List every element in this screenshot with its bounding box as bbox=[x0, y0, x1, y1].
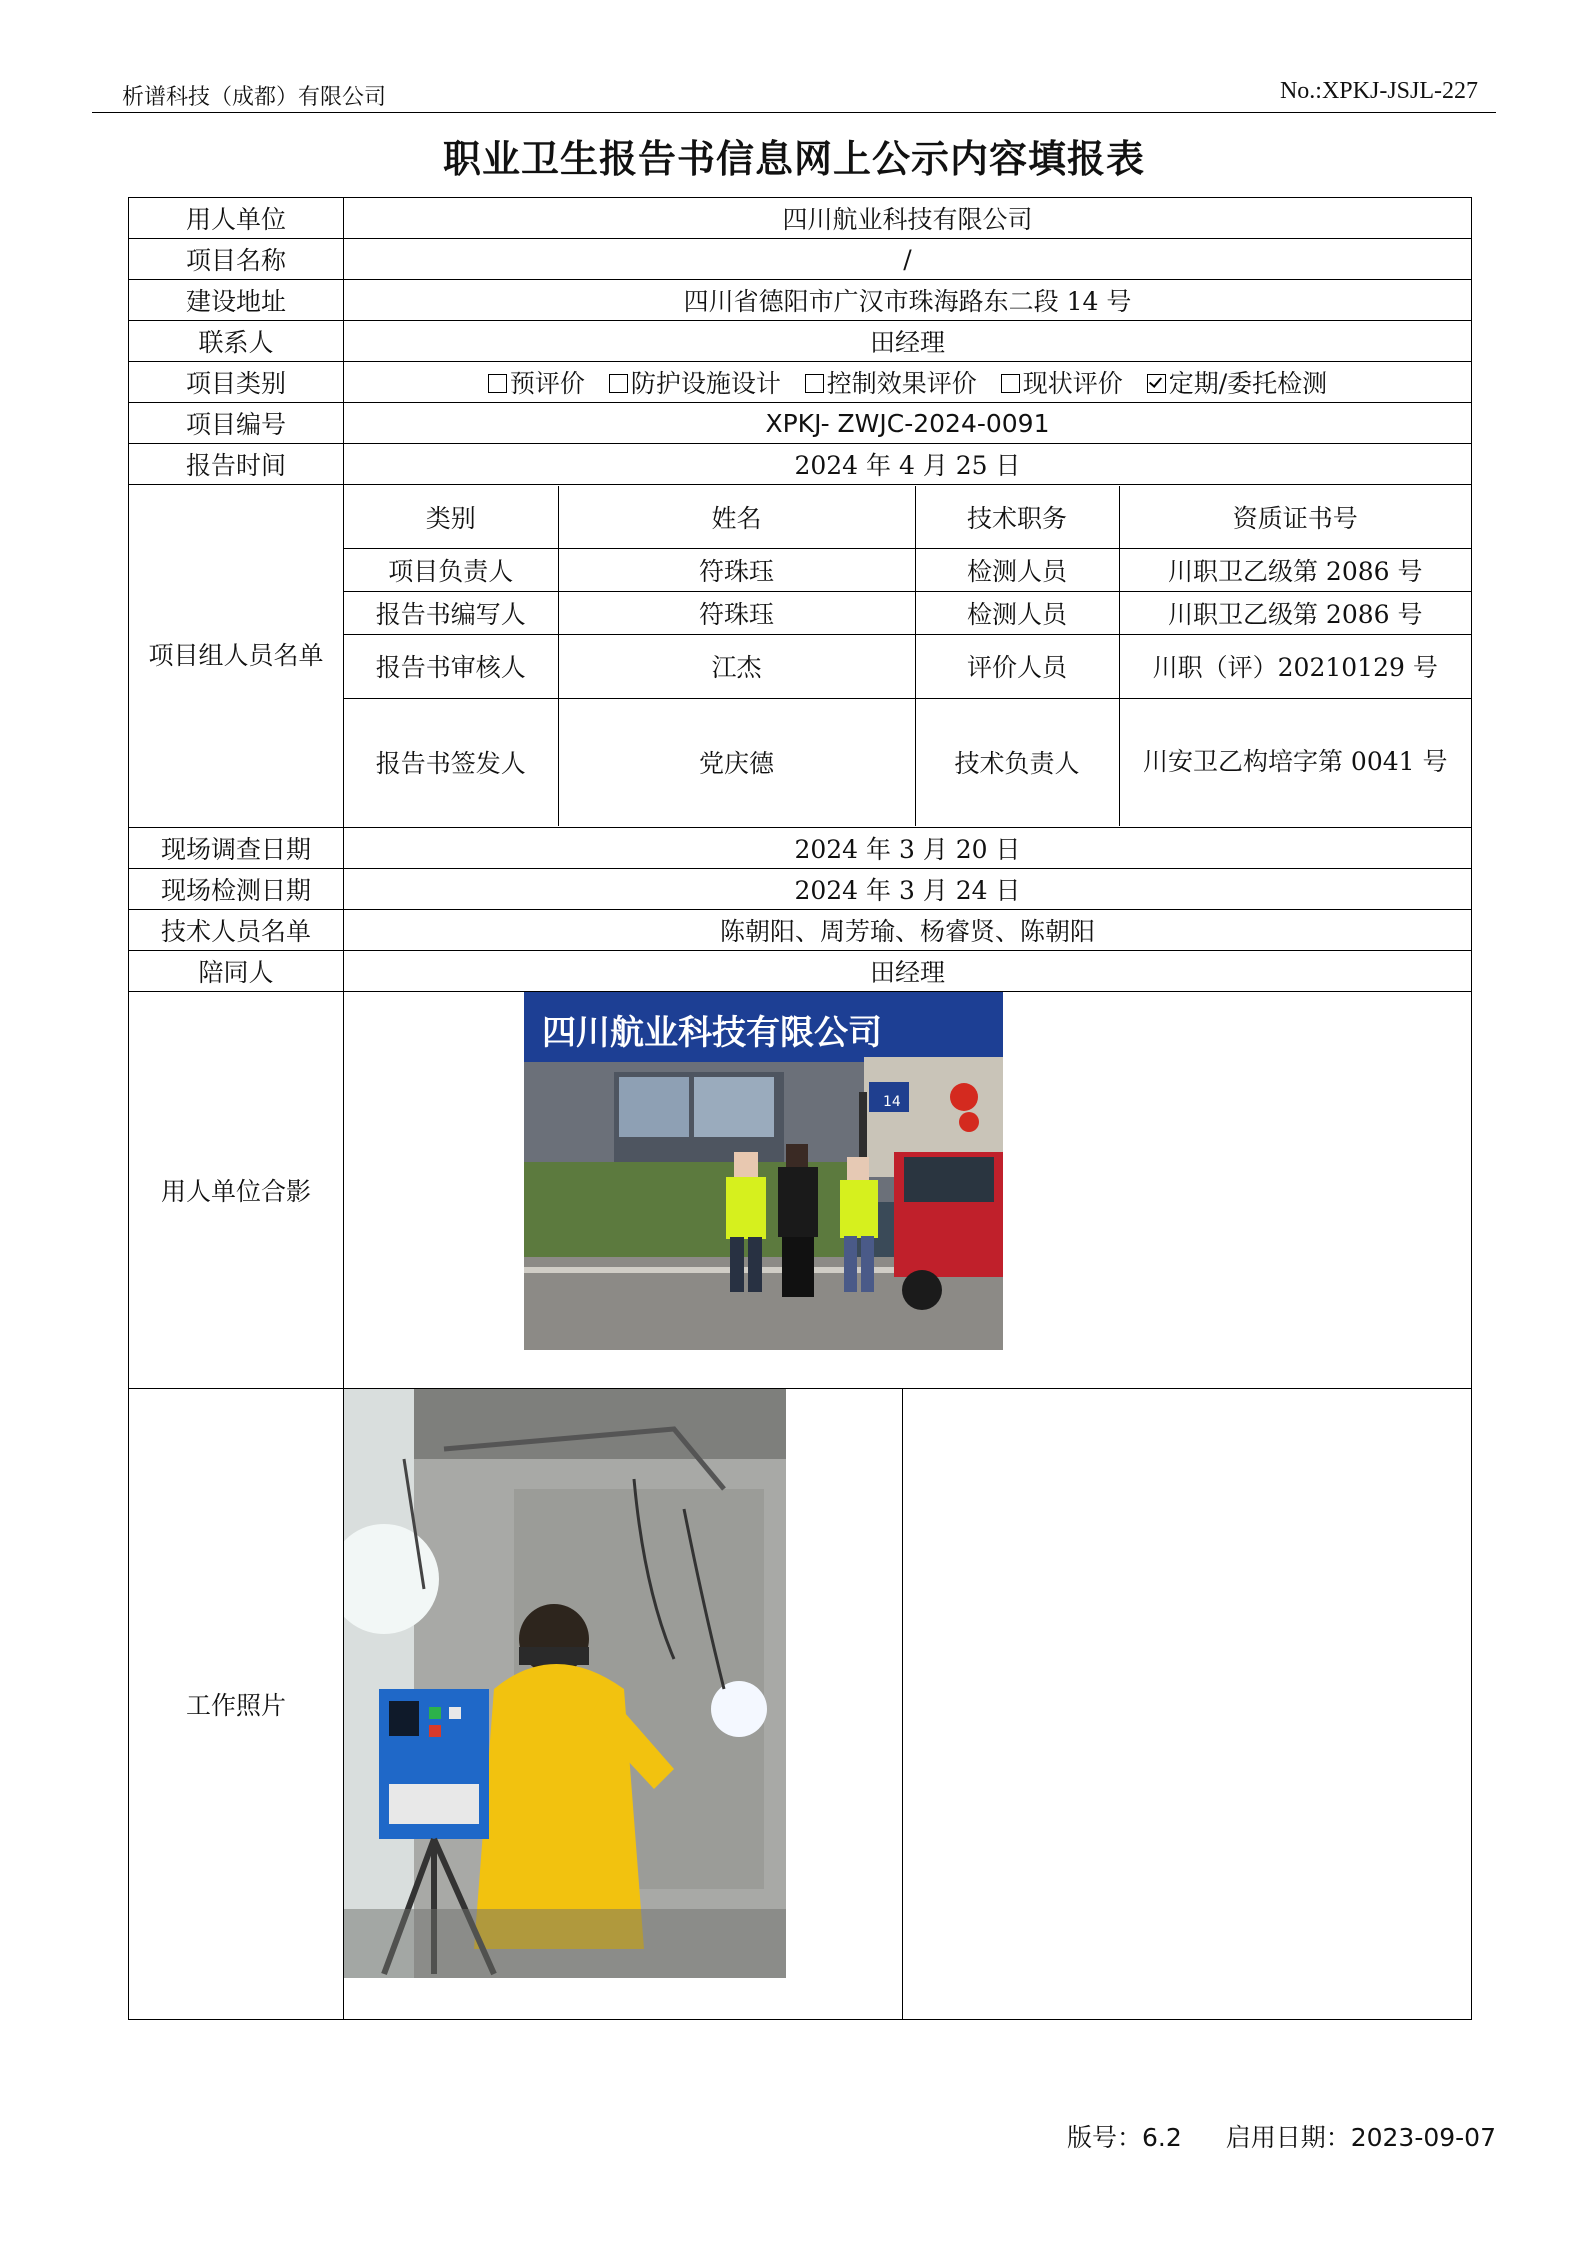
category-option-label: 现状评价 bbox=[1022, 369, 1123, 398]
team-name: 江杰 bbox=[558, 634, 915, 698]
category-option[interactable] bbox=[609, 369, 781, 398]
category-label: 项目类别 bbox=[129, 362, 344, 403]
category-option[interactable] bbox=[488, 369, 585, 398]
work-photo-right bbox=[902, 1389, 1471, 2019]
report-time-label: 报告时间 bbox=[129, 444, 344, 485]
work-photo-label: 工作照片 bbox=[129, 1389, 344, 2020]
checkbox-icon bbox=[488, 374, 507, 393]
escort-label: 陪同人 bbox=[129, 951, 344, 992]
group-photo bbox=[524, 992, 1003, 1350]
team-header: 类别 bbox=[344, 486, 558, 548]
sign-text: 四川航业科技有限公司 bbox=[542, 1013, 882, 1053]
tech-staff-value: 陈朝阳、周芳瑜、杨睿贤、陈朝阳 bbox=[344, 910, 1472, 951]
contact-label: 联系人 bbox=[129, 321, 344, 362]
start-date: 启用日期：2023-09-07 bbox=[1225, 2123, 1496, 2152]
checked-checkbox-icon bbox=[1147, 374, 1166, 393]
team-title: 检测人员 bbox=[915, 548, 1119, 591]
team-cell bbox=[344, 485, 1472, 828]
report-time-value: 2024 年 4 月 25 日 bbox=[344, 444, 1472, 485]
team-cert: 川职卫乙级第 2086 号 bbox=[1119, 548, 1471, 591]
checkbox-icon bbox=[1001, 374, 1020, 393]
team-label: 项目组人员名单 bbox=[129, 485, 344, 828]
team-role: 项目负责人 bbox=[344, 548, 558, 591]
work-photo-table bbox=[344, 1389, 1471, 2019]
category-option-label: 控制效果评价 bbox=[826, 369, 977, 398]
team-cert: 川安卫乙构培字第 0041 号 bbox=[1119, 698, 1471, 826]
group-photo-label: 用人单位合影 bbox=[129, 992, 344, 1389]
team-name: 符珠珏 bbox=[558, 548, 915, 591]
table-row bbox=[344, 591, 1471, 634]
checkbox-icon bbox=[805, 374, 824, 393]
project-no-label: 项目编号 bbox=[129, 403, 344, 444]
table-row bbox=[344, 698, 1471, 826]
survey-date-value: 2024 年 3 月 20 日 bbox=[344, 828, 1472, 869]
project-name-label: 项目名称 bbox=[129, 239, 344, 280]
team-title: 技术负责人 bbox=[915, 698, 1119, 826]
category-options bbox=[344, 362, 1472, 403]
team-title: 评价人员 bbox=[915, 634, 1119, 698]
team-cert: 川职（评）20210129 号 bbox=[1119, 634, 1471, 698]
version-number: 版号：6.2 bbox=[1067, 2123, 1182, 2152]
team-role: 报告书签发人 bbox=[344, 698, 558, 826]
category-option-label: 定期/委托检测 bbox=[1168, 369, 1328, 398]
header-rule bbox=[92, 112, 1496, 113]
test-date-value: 2024 年 3 月 24 日 bbox=[344, 869, 1472, 910]
table-row bbox=[344, 548, 1471, 591]
category-option[interactable] bbox=[1001, 369, 1123, 398]
team-title: 检测人员 bbox=[915, 591, 1119, 634]
team-header: 技术职务 bbox=[915, 486, 1119, 548]
checkbox-icon bbox=[609, 374, 628, 393]
employer-label: 用人单位 bbox=[129, 198, 344, 239]
category-option-label: 预评价 bbox=[509, 369, 585, 398]
work-photo-left bbox=[344, 1389, 902, 2019]
survey-date-label: 现场调查日期 bbox=[129, 828, 344, 869]
table-row bbox=[344, 634, 1471, 698]
team-header: 资质证书号 bbox=[1119, 486, 1471, 548]
test-date-label: 现场检测日期 bbox=[129, 869, 344, 910]
door-number: 14 bbox=[883, 1094, 901, 1110]
team-role: 报告书审核人 bbox=[344, 634, 558, 698]
team-cert: 川职卫乙级第 2086 号 bbox=[1119, 591, 1471, 634]
work-photo-cell bbox=[344, 1389, 1472, 2020]
tech-staff-label: 技术人员名单 bbox=[129, 910, 344, 951]
escort-value: 田经理 bbox=[344, 951, 1472, 992]
form-table bbox=[128, 197, 1472, 2020]
employer-value: 四川航业科技有限公司 bbox=[344, 198, 1472, 239]
document-number: No.:XPKJ-JSJL-227 bbox=[1279, 78, 1478, 104]
address-label: 建设地址 bbox=[129, 280, 344, 321]
project-name-value: / bbox=[344, 239, 1472, 280]
address-value: 四川省德阳市广汉市珠海路东二段 14 号 bbox=[344, 280, 1472, 321]
group-photo-cell bbox=[344, 992, 1472, 1389]
team-name: 符珠珏 bbox=[558, 591, 915, 634]
footer bbox=[1067, 2118, 1496, 2154]
work-photo bbox=[344, 1389, 786, 1978]
category-option[interactable] bbox=[1147, 369, 1327, 398]
page-title: 职业卫生报告书信息网上公示内容填报表 bbox=[442, 137, 1145, 181]
team-header: 姓名 bbox=[558, 486, 915, 548]
project-no-value: XPKJ- ZWJC-2024-0091 bbox=[344, 403, 1472, 444]
team-role: 报告书编写人 bbox=[344, 591, 558, 634]
contact-value: 田经理 bbox=[344, 321, 1472, 362]
team-name: 党庆德 bbox=[558, 698, 915, 826]
company-name: 析谱科技（成都）有限公司 bbox=[122, 85, 387, 110]
team-table bbox=[344, 486, 1471, 826]
category-option[interactable] bbox=[805, 369, 977, 398]
category-option-label: 防护设施设计 bbox=[630, 369, 781, 398]
